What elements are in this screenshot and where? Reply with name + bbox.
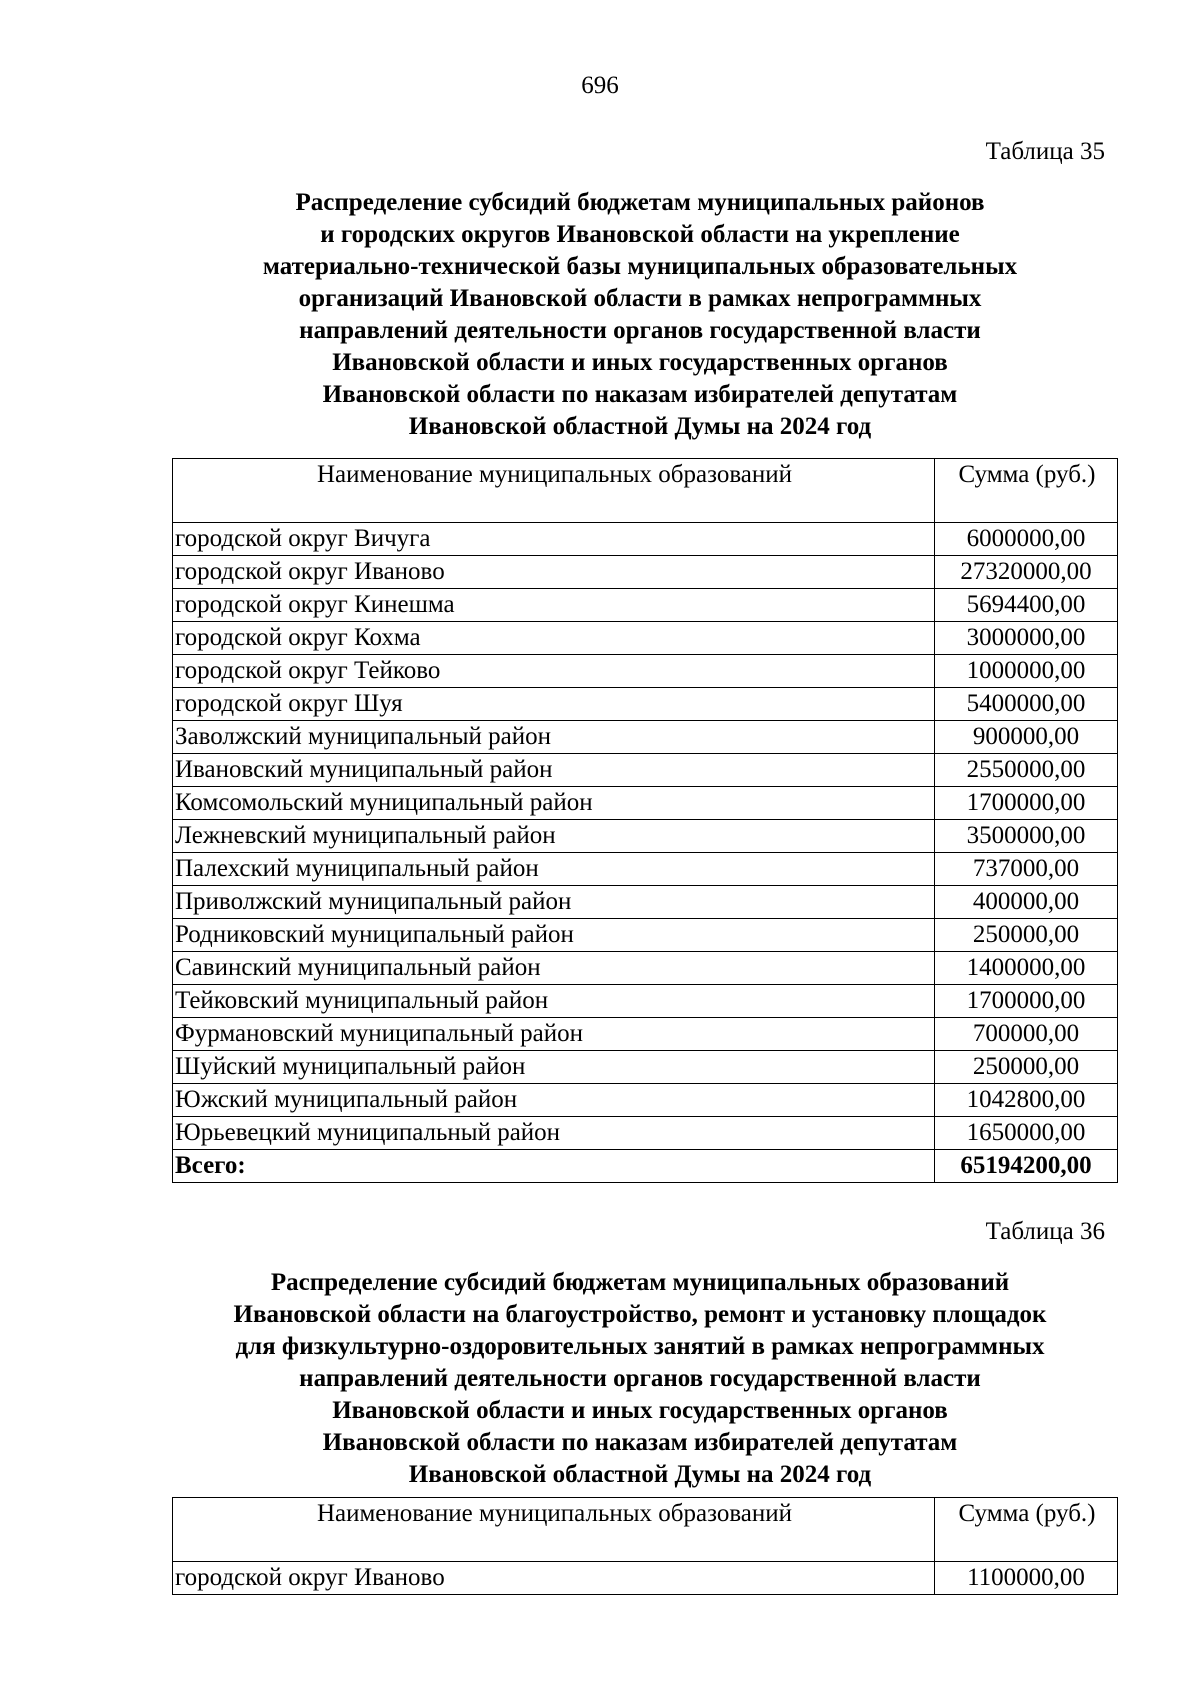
- table-35-title-line: и городских округов Ивановской области на укрепление: [320, 221, 960, 248]
- table-row: [173, 952, 1118, 985]
- amount-value: 1650000,00: [935, 1117, 1118, 1150]
- municipality-name: Южский муниципальный район: [173, 1084, 935, 1117]
- amount-value: 3500000,00: [935, 820, 1118, 853]
- municipality-name: городской округ Иваново: [173, 556, 935, 589]
- table-row: [173, 1051, 1118, 1084]
- amount-value: 27320000,00: [935, 556, 1118, 589]
- table-36-title-line: для физкультурно-оздоровительных занятий в рамках непрограммных: [235, 1333, 1045, 1360]
- table-header-row: [173, 459, 1118, 523]
- table-row: [173, 754, 1118, 787]
- table-36-title: [160, 1267, 1120, 1491]
- municipality-name: Савинский муниципальный район: [173, 952, 935, 985]
- amount-value: 250000,00: [935, 919, 1118, 952]
- column-header-name: Наименование муниципальных образований: [173, 1498, 935, 1562]
- table-row: [173, 985, 1118, 1018]
- municipality-name: Юрьевецкий муниципальный район: [173, 1117, 935, 1150]
- table-header-row: [173, 1498, 1118, 1562]
- municipality-name: городской округ Кохма: [173, 622, 935, 655]
- table-row: [173, 1084, 1118, 1117]
- table-row: [173, 919, 1118, 952]
- table-35-title-line: Распределение субсидий бюджетам муниципальных районов: [295, 189, 985, 216]
- table-row: [173, 886, 1118, 919]
- municipality-name: городской округ Вичуга: [173, 523, 935, 556]
- column-header-sum: Сумма (руб.): [935, 1498, 1118, 1562]
- amount-value: 5694400,00: [935, 589, 1118, 622]
- municipality-name: Фурмановский муниципальный район: [173, 1018, 935, 1051]
- table-35: [172, 458, 1118, 1183]
- table-35-title-line: материально-технической базы муниципальных образовательных: [262, 253, 1018, 280]
- municipality-name: Заволжский муниципальный район: [173, 721, 935, 754]
- table-36-title-line: Ивановской области на благоустройство, ремонт и установку площадок: [233, 1301, 1047, 1328]
- municipality-name: Ивановский муниципальный район: [173, 754, 935, 787]
- municipality-name: Комсомольский муниципальный район: [173, 787, 935, 820]
- municipality-name: городской округ Тейково: [173, 655, 935, 688]
- table-row: [173, 622, 1118, 655]
- table-36: [172, 1497, 1118, 1595]
- table-35-label: Таблица 35: [985, 138, 1105, 165]
- amount-value: 1400000,00: [935, 952, 1118, 985]
- amount-value: 2550000,00: [935, 754, 1118, 787]
- table-row: [173, 820, 1118, 853]
- total-amount: 65194200,00: [935, 1150, 1118, 1183]
- table-36-label: Таблица 36: [985, 1218, 1105, 1245]
- amount-value: 1000000,00: [935, 655, 1118, 688]
- amount-value: 1042800,00: [935, 1084, 1118, 1117]
- table-36-title-line: Распределение субсидий бюджетам муниципальных образований: [270, 1269, 1010, 1296]
- table-row: [173, 655, 1118, 688]
- amount-value: 700000,00: [935, 1018, 1118, 1051]
- table-36-body: [173, 1562, 1118, 1595]
- table-row: [173, 721, 1118, 754]
- table-36-title-line: Ивановской области и иных государственных органов: [332, 1397, 948, 1424]
- municipality-name: Тейковский муниципальный район: [173, 985, 935, 1018]
- amount-value: 1700000,00: [935, 985, 1118, 1018]
- municipality-name: Приволжский муниципальный район: [173, 886, 935, 919]
- table-row: [173, 523, 1118, 556]
- table-36-title-line: Ивановской областной Думы на 2024 год: [408, 1461, 872, 1488]
- amount-value: 400000,00: [935, 886, 1118, 919]
- column-header-name: Наименование муниципальных образований: [173, 459, 935, 523]
- table-35-body: [173, 523, 1118, 1150]
- amount-value: 250000,00: [935, 1051, 1118, 1084]
- municipality-name: Лежневский муниципальный район: [173, 820, 935, 853]
- table-row: [173, 787, 1118, 820]
- total-row: [173, 1150, 1118, 1183]
- amount-value: 1700000,00: [935, 787, 1118, 820]
- total-label: Всего:: [173, 1150, 935, 1183]
- page-number: 696: [581, 72, 619, 99]
- amount-value: 900000,00: [935, 721, 1118, 754]
- table-row: [173, 688, 1118, 721]
- table-row: [173, 1018, 1118, 1051]
- table-36-title-line: направлений деятельности органов государственной власти: [299, 1365, 981, 1392]
- municipality-name: Палехский муниципальный район: [173, 853, 935, 886]
- table-row: [173, 853, 1118, 886]
- table-row: [173, 556, 1118, 589]
- table-row: [173, 1117, 1118, 1150]
- table-36-title-line: Ивановской области по наказам избирателей депутатам: [322, 1429, 958, 1456]
- amount-value: 3000000,00: [935, 622, 1118, 655]
- amount-value: 1100000,00: [935, 1562, 1118, 1595]
- table-row: [173, 1562, 1118, 1595]
- column-header-sum: Сумма (руб.): [935, 459, 1118, 523]
- table-35-title-line: направлений деятельности органов государственной власти: [299, 317, 981, 344]
- table-row: [173, 589, 1118, 622]
- table-35-title-line: Ивановской области по наказам избирателей депутатам: [322, 381, 958, 408]
- municipality-name: городской округ Иваново: [173, 1562, 935, 1595]
- table-35-title-line: организаций Ивановской области в рамках непрограммных: [298, 285, 982, 312]
- amount-value: 6000000,00: [935, 523, 1118, 556]
- municipality-name: городской округ Шуя: [173, 688, 935, 721]
- table-35-title-line: Ивановской области и иных государственных органов: [332, 349, 948, 376]
- amount-value: 737000,00: [935, 853, 1118, 886]
- municipality-name: Родниковский муниципальный район: [173, 919, 935, 952]
- municipality-name: Шуйский муниципальный район: [173, 1051, 935, 1084]
- amount-value: 5400000,00: [935, 688, 1118, 721]
- table-35-title: [160, 187, 1120, 443]
- municipality-name: городской округ Кинешма: [173, 589, 935, 622]
- table-35-title-line: Ивановской областной Думы на 2024 год: [408, 413, 872, 440]
